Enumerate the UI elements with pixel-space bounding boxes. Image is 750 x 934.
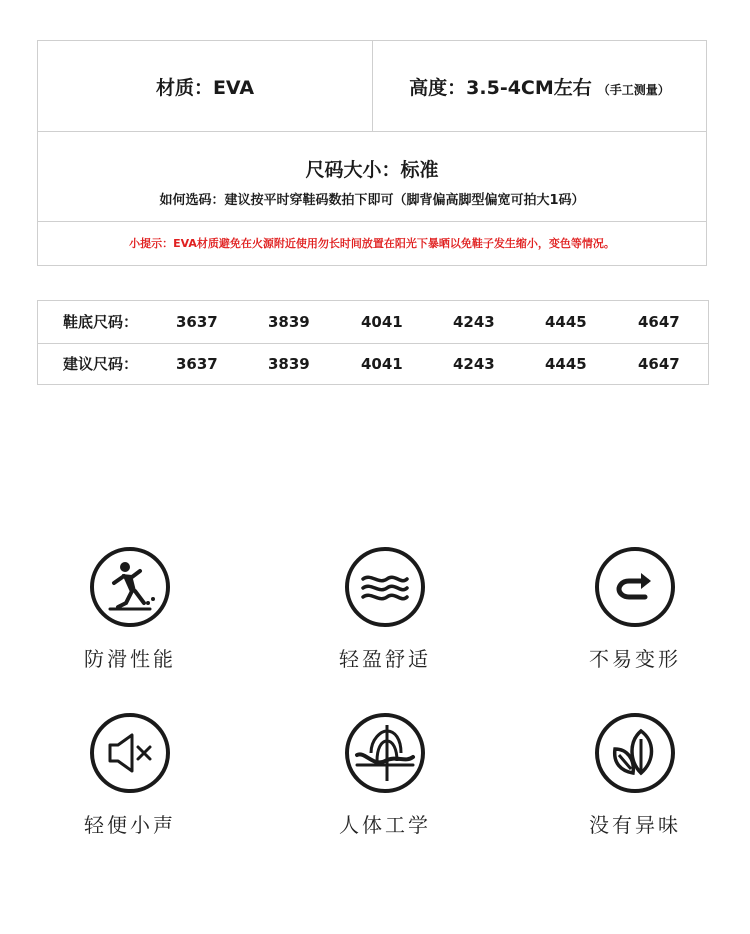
table-cell: 3839 xyxy=(268,355,310,373)
material-text: 材质：EVA xyxy=(155,76,255,99)
row-label: 鞋底尺码： xyxy=(63,313,139,331)
feature-odorless xyxy=(535,711,735,838)
table-cell: 4041 xyxy=(361,313,403,331)
feature-label: 轻盈舒适 xyxy=(339,647,431,671)
feature-label: 没有异味 xyxy=(589,813,681,837)
leaves-icon xyxy=(593,711,677,795)
foot-ergonomics-icon xyxy=(343,711,427,795)
size-table xyxy=(37,300,709,385)
tip-row xyxy=(38,221,706,265)
table-cell: 3839 xyxy=(268,313,310,331)
feature-label: 人体工学 xyxy=(339,813,431,837)
table-cell: 4041 xyxy=(361,355,403,373)
table-cell: 4243 xyxy=(453,355,495,373)
feature-anti-slip xyxy=(30,545,230,672)
table-cell: 4647 xyxy=(638,355,680,373)
table-row xyxy=(38,301,708,344)
spec-box xyxy=(37,40,707,266)
feature-ergonomics xyxy=(285,711,485,838)
feature-label: 轻便小声 xyxy=(84,813,176,837)
table-cell: 4445 xyxy=(545,355,587,373)
table-cell: 4647 xyxy=(638,313,680,331)
table-row xyxy=(38,343,708,385)
material-cell xyxy=(38,41,373,131)
table-cell: 3637 xyxy=(176,313,218,331)
waves-icon xyxy=(343,545,427,629)
feature-no-deform xyxy=(535,545,735,672)
table-cell: 4445 xyxy=(545,313,587,331)
row-label: 建议尺码： xyxy=(63,355,139,373)
size-info-row xyxy=(38,131,706,222)
table-cell: 3637 xyxy=(176,355,218,373)
feature-label: 防滑性能 xyxy=(84,647,176,671)
table-cell: 4243 xyxy=(453,313,495,331)
spec-row-material-height xyxy=(38,41,706,132)
mute-speaker-icon xyxy=(88,711,172,795)
size-guide: 如何选码：建议按平时穿鞋码数拍下即可（脚背偏高脚型偏宽可拍大1码） xyxy=(159,193,585,208)
size-title: 尺码大小：标准 xyxy=(305,159,439,181)
height-text: 高度：3.5-4CM左右 xyxy=(409,76,592,99)
feature-lightweight xyxy=(285,545,485,672)
return-arrow-icon xyxy=(593,545,677,629)
height-note: （手工测量） xyxy=(597,82,670,97)
height-cell xyxy=(373,41,706,131)
slip-icon xyxy=(88,545,172,629)
tip-text: 小提示：EVA材质避免在火源附近使用勿长时间放置在阳光下暴晒以免鞋子发生缩小，变色等情况。 xyxy=(129,237,615,250)
feature-label: 不易变形 xyxy=(589,647,681,671)
feature-quiet xyxy=(30,711,230,838)
